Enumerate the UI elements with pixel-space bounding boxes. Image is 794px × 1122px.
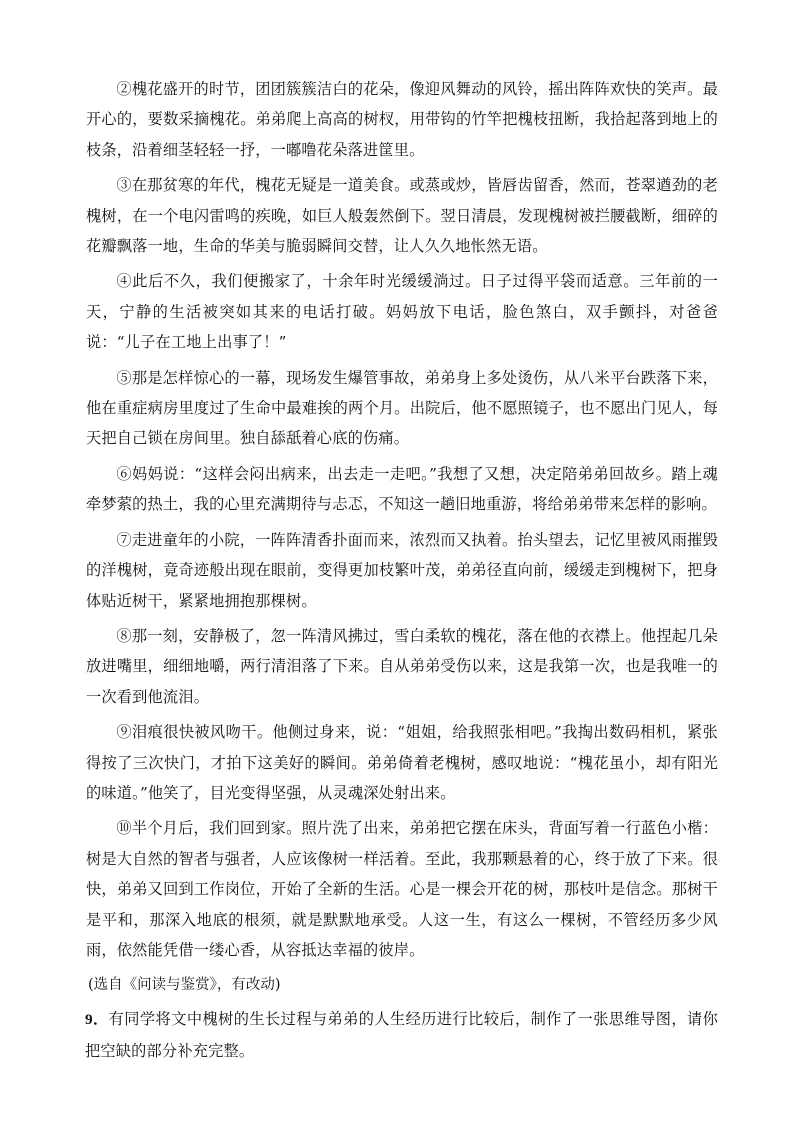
question-text: 有同学将文中槐树的生长过程与弟弟的人生经历进行比较后，制作了一张思维导图，请你把空缺的部分补充完整。 [85, 1010, 718, 1060]
paragraph-6: ⑥妈妈说：“这样会闷出病来，出去走一走吧。”我想了又想，决定陪弟弟回故乡。踏上魂牵梦萦的热土，我的心里充满期待与忐忑，不知这一趟旧地重游，将给弟弟带来怎样的影响。 [86, 464, 718, 514]
question-9 [85, 1004, 718, 1066]
paragraph-5: ⑤那是怎样惊心的一幕，现场发生爆管事故，弟弟身上多处烫伤，从八米平台跌落下来，他在重症病房里度过了生命中最难挨的两个月。出院后，他不愿照镜子，也不愿出门见人，每天把自己锁在房间里。独自舔舐着心底的伤痛。 [86, 368, 718, 448]
paragraph-3: ③在那贫寒的年代，槐花无疑是一道美食。或蒸或炒，皆唇齿留香，然而，苍翠遒劲的老槐树，在一个电闪雷鸣的疾晚，如巨人般轰然倒下。翌日清晨，发现槐树被拦腰截断，细碎的花瓣飘落一地，生命的华美与脆弱瞬间交替，让人久久地怅然无语。 [86, 176, 718, 256]
article-body [86, 74, 718, 965]
question-number: 9． [85, 1011, 109, 1029]
paragraph-2: ②槐花盛开的时节，团团簇簇洁白的花朵，像迎风舞动的风铃，摇出阵阵欢快的笑声。最开心的，要数采摘槐花。弟弟爬上高高的树杈，用带钩的竹竿把槐枝扭断，我拾起落到地上的枝条，沿着细茎轻轻一抒，一嘟噜花朵落进筐里。 [86, 80, 718, 159]
paragraph-7: ⑦走进童年的小院，一阵阵清香扑面而来，浓烈而又执着。抬头望去，记忆里被风雨摧毁的洋槐树，竟奇迹般出现在眼前，变得更加枝繁叶茂，弟弟径直向前，缓缓走到槐树下，把身体贴近树干，紧紧地拥抱那棵树。 [86, 530, 718, 610]
source-note: (选自《问读与鉴赏》，有改动) [88, 977, 281, 994]
paragraph-4: ④此后不久，我们便搬家了，十余年时光缓缓淌过。日子过得平袋而适意。三年前的一天，宁静的生活被突如其来的电话打破。妈妈放下电话，脸色煞白，双手颤抖，对爸爸说：“儿子在工地上出事了！” [86, 272, 718, 352]
paragraph-10: ⑩半个月后，我们回到家。照片洗了出来，弟弟把它摆在床头，背面写着一行蓝色小楷：树是大自然的智者与强者，人应该像树一样活着。至此，我那颗悬着的心，终于放了下来。很快，弟弟又回到工作岗位，开始了全新的生活。心是一棵会开花的树，那枝叶是信念。那树干是平和，那深入地底的根须，就是默默地承受。人这一生，有这么一棵树，不管经历多少风雨，依然能凭借一缕心香，从容抵达幸福的彼岸。 [86, 819, 718, 959]
paragraph-8: ⑧那一刻，安静极了，忽一阵清风拂过，雪白柔软的槐花，落在他的衣襟上。他捏起几朵放进嘴里，细细地嚼，两行清泪落了下来。自从弟弟受伤以来，这是我第一次，也是我唯一的一次看到他流泪。 [86, 626, 718, 706]
paragraph-9: ⑨泪痕很快被风吻干。他侧过身来，说：“姐姐，给我照张相吧。”我掏出数码相机，紧张得按了三次快门，才拍下这美好的瞬间。弟弟倚着老槐树，感叹地说：“槐花虽小，却有阳光的味道。”他笑了，目光变得坚强，从灵魂深处射出来。 [86, 723, 718, 802]
